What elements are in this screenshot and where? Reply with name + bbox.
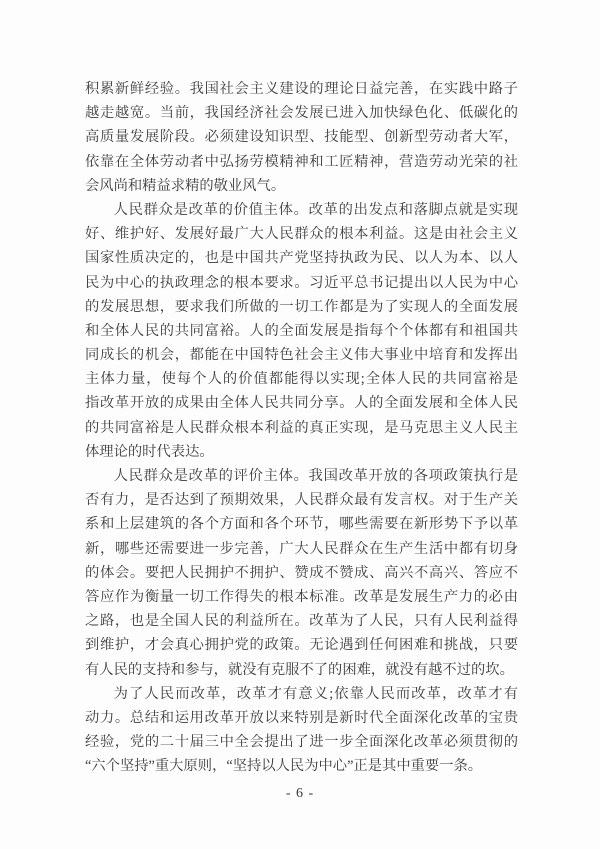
text-line: 依靠在全体劳动者中弘扬劳模精神和工匠精神，营造劳动光荣的社 xyxy=(85,153,518,170)
paragraph xyxy=(85,198,518,464)
text-line: 人民群众是改革的价值主体。改革的出发点和落脚点就是实现 xyxy=(113,201,518,218)
page-number: - 6 - xyxy=(285,786,315,801)
text-line: 好、维护好、发展好最广大人民群众的根本利益。这是由社会主义 xyxy=(85,226,518,243)
text-line: 民为中心的执政理念的根本要求。习近平总书记提出以人民为中心 xyxy=(85,274,518,291)
text-line: 新，哪些还需要进一步完善，广大人民群众在生产生活中都有切身 xyxy=(85,540,518,557)
text-line: 积累新鲜经验。我国社会主义建设的理论日益完善，在实践中路子 xyxy=(85,81,518,97)
text-line: 的共同富裕是人民群众根本利益的真正实现，是马克思主义人民主 xyxy=(85,419,518,436)
text-line: 和全体人民的共同富裕。人的全面发展是指每个个体都有和祖国共 xyxy=(85,322,518,339)
text-line: 的体会。要把人民拥护不拥护、赞成不赞成、高兴不高兴、答应不 xyxy=(85,564,518,581)
text-line: 答应作为衡量一切工作得失的根本标准。改革是发展生产力的必由 xyxy=(85,588,518,605)
text-line: 国家性质决定的，也是中国共产党坚持执政为民、以人为本、以人 xyxy=(85,250,518,267)
text-line: 主体力量，使每个人的价值都能得以实现;全体人民的共同富裕是 xyxy=(85,371,518,388)
text-line: 经验，党的二十届三中全会提出了进一步全面深化改革必须贯彻的 xyxy=(85,734,518,751)
page-footer xyxy=(0,784,600,802)
text-line: 为了人民而改革，改革才有意义;依靠人民而改革，改革才有 xyxy=(113,685,518,702)
text-line: 体理论的时代表达。 xyxy=(85,443,214,460)
text-line: 同成长的机会，都能在中国特色社会主义伟大事业中培育和发挥出 xyxy=(85,347,518,364)
text-line: 否有力，是否达到了预期效果，人民群众最有发言权。对于生产关 xyxy=(85,492,518,509)
text-line: 会风尚和精益求精的敬业风气。 xyxy=(85,177,286,194)
text-line: 人民群众是改革的评价主体。我国改革开放的各项政策执行是 xyxy=(113,468,518,484)
paragraph xyxy=(85,682,518,779)
paragraph xyxy=(85,77,518,198)
text-line: 到维护，才会真心拥护党的政策。无论遇到任何困难和挑战，只要 xyxy=(85,637,518,654)
text-line: 系和上层建筑的各个方面和各个环节，哪些需要在新形势下予以革 xyxy=(85,516,518,533)
text-line: 指改革开放的成果由全体人民共同分享。人的全面发展和全体人民 xyxy=(85,395,518,412)
text-line: 动力。总结和运用改革开放以来特别是新时代全面深化改革的宝贵 xyxy=(85,709,518,726)
paragraph xyxy=(85,464,518,682)
text-line: 的发展思想，要求我们所做的一切工作都是为了实现人的全面发展 xyxy=(85,298,518,315)
page-body xyxy=(85,77,518,778)
text-line: 越走越宽。当前，我国经济社会发展已进入加快绿色化、低碳化的 xyxy=(85,105,518,122)
text-line: 有人民的支持和参与，就没有克服不了的困难，就没有越不过的坎。 xyxy=(85,661,514,678)
text-line: 高质量发展阶段。必须建设知识型、技能型、创新型劳动者大军， xyxy=(85,129,518,146)
text-line: 之路，也是全国人民的利益所在。改革为了人民，只有人民利益得 xyxy=(85,613,518,630)
text-line: “六个坚持”重大原则，“坚持以人民为中心”正是其中重要一条。 xyxy=(85,758,483,775)
